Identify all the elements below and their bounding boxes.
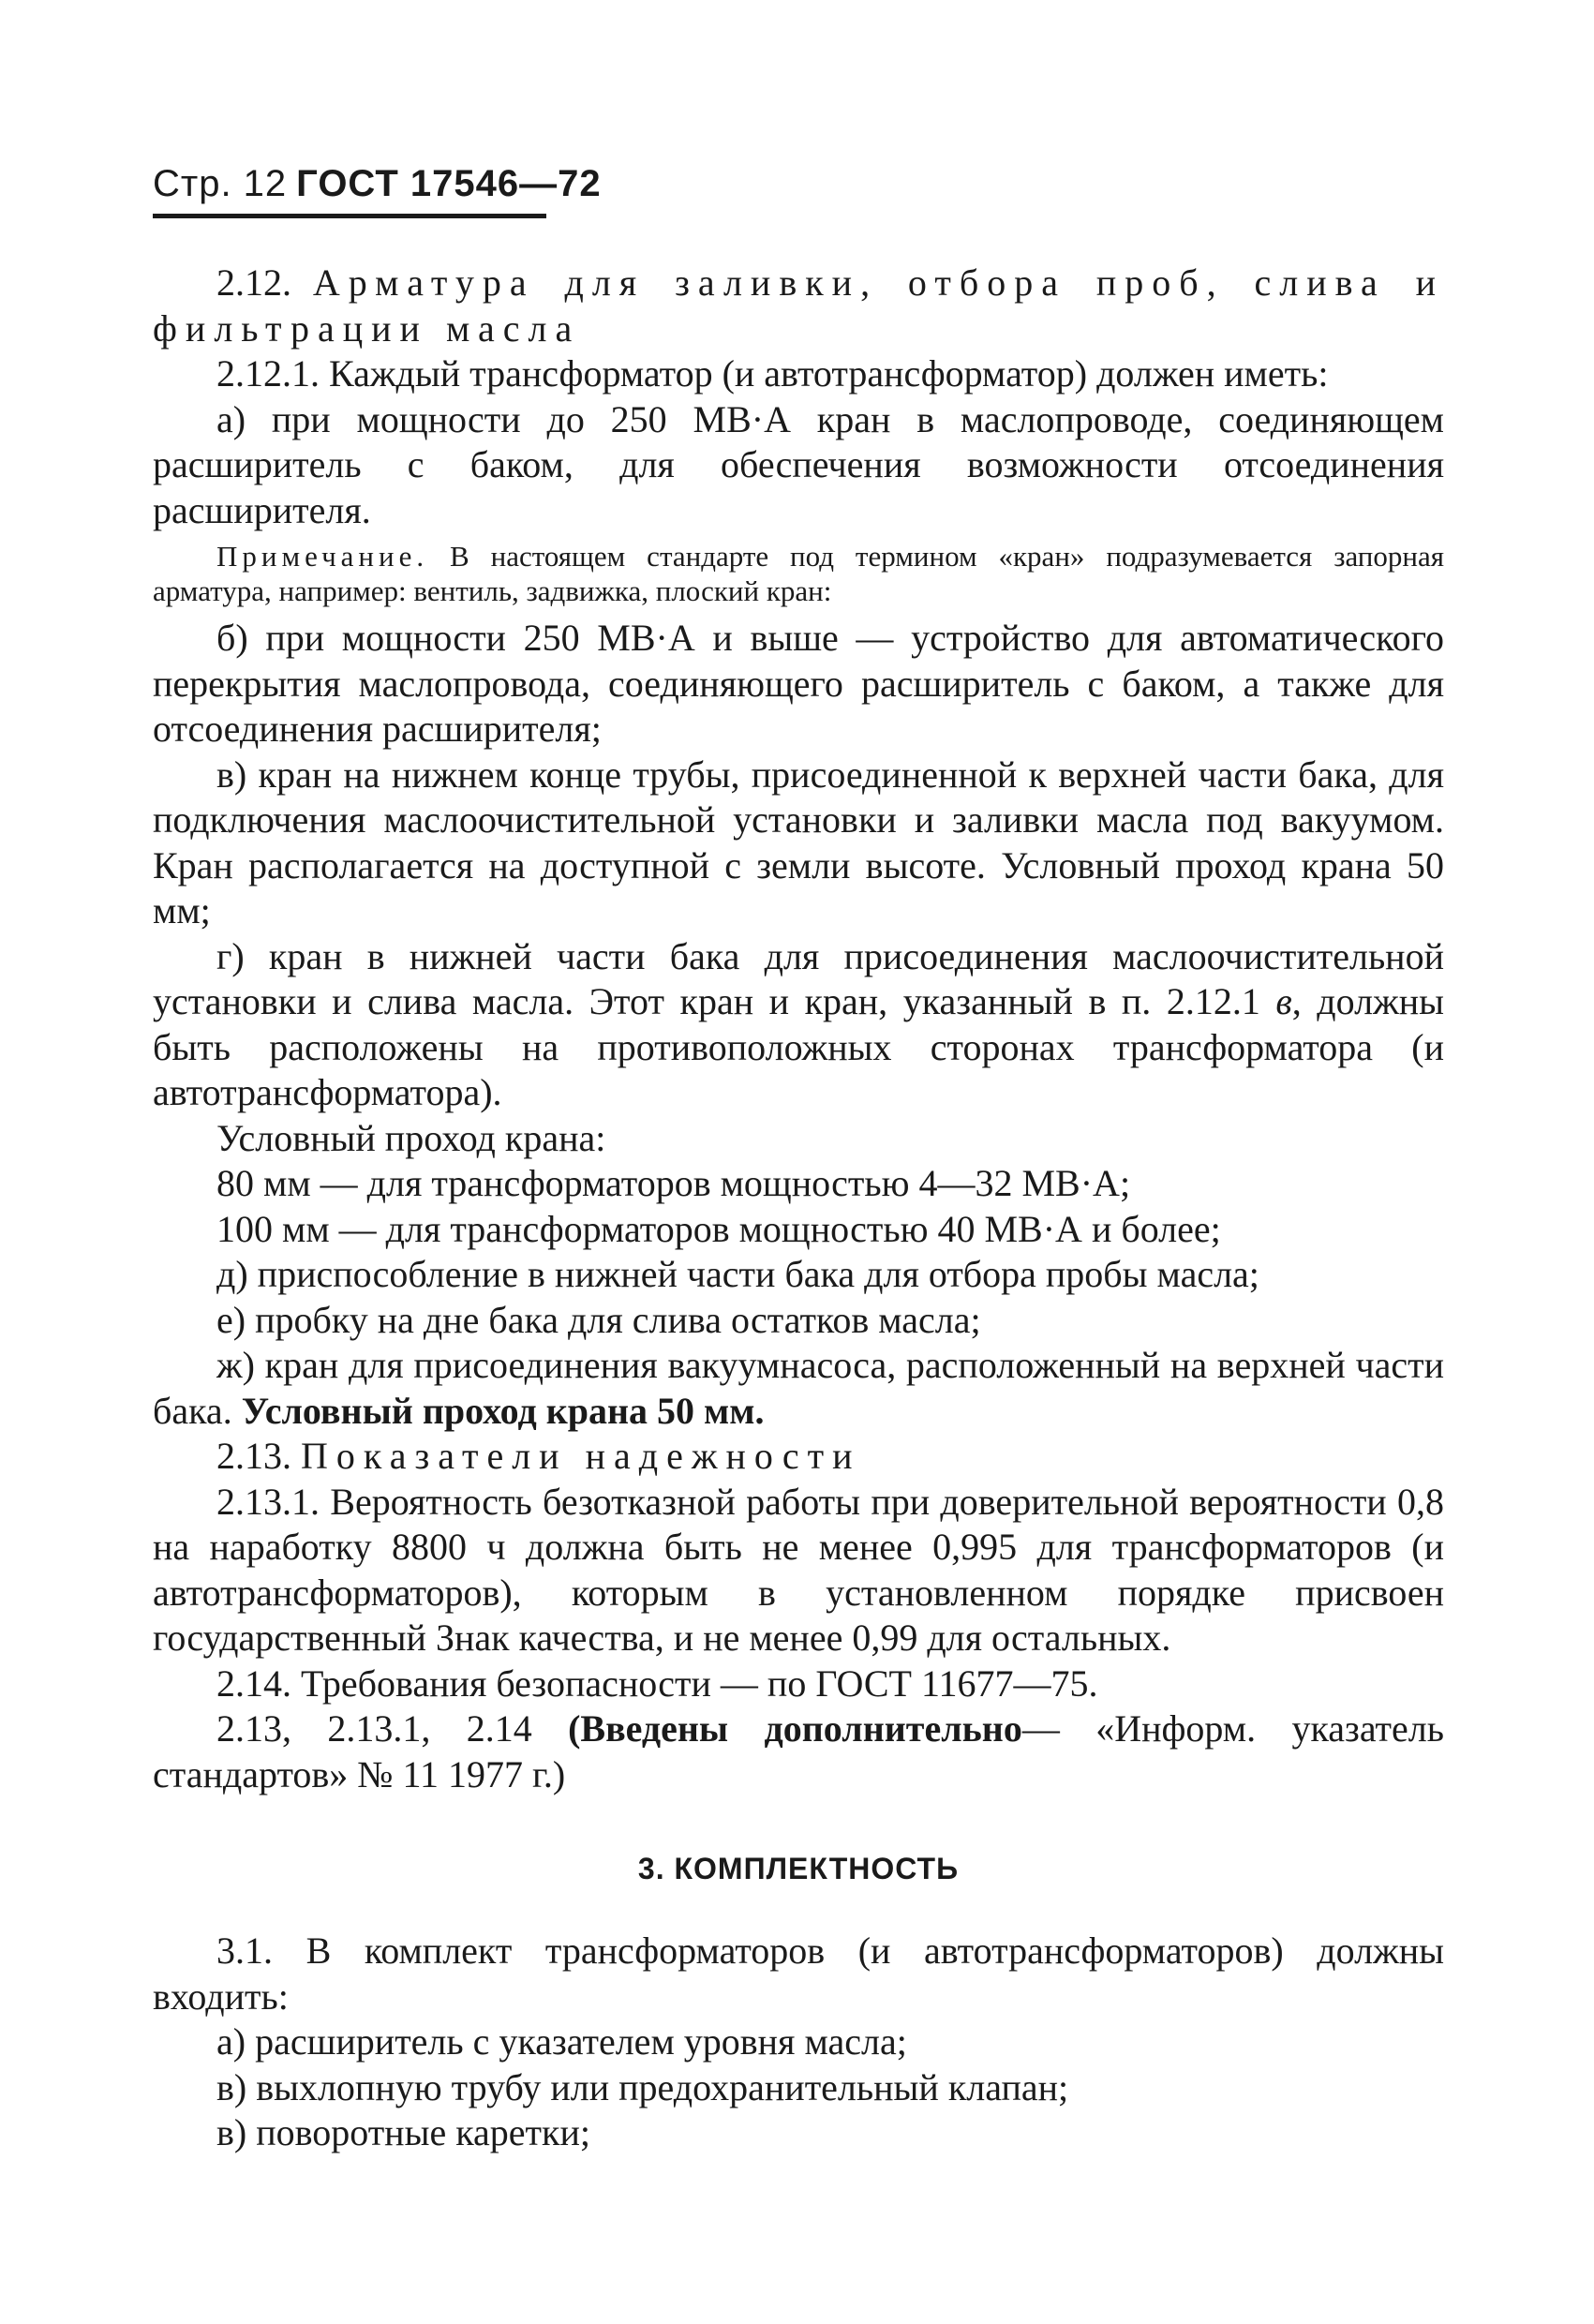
item-g xyxy=(153,934,1444,1116)
amendment-clauses: 2.13, 2.13.1, 2.14 xyxy=(216,1707,532,1750)
note xyxy=(153,539,1444,608)
item-e: е) пробку на дне бака для слива остатков масла; xyxy=(216,1298,981,1341)
note-label: Примечание. xyxy=(216,540,429,573)
conditional-pass: Условный проход крана: xyxy=(216,1116,606,1159)
note-text: В настоящем стандарте под термином «кран» подразумевается запорная арматура, например: вентиль, задвижка, плоский кран: xyxy=(153,540,1444,607)
item-g-reference: в xyxy=(1275,980,1292,1022)
conditional-pass-100: 100 мм — для трансформаторов мощностью 40 МВ·А и более; xyxy=(216,1207,1221,1250)
kit-item-b: в) выхлопную трубу или предохранительный клапан; xyxy=(216,2065,1069,2108)
page-number: Стр. 12 xyxy=(153,163,288,204)
clause-number: 2.13. xyxy=(216,1435,291,1477)
item-v: в) кран на нижнем конце трубы, присоединенной к верхней части бака, для подключения маслоочистительной установки и заливки масла под вакуумом. Кран располагается на доступной с земли высоте. Условный проход крана 50 мм; xyxy=(153,752,1444,931)
clause-2-14: 2.14. Требования безопасности — по ГОСТ 11677—75. xyxy=(216,1661,1098,1705)
clause-3-1: 3.1. В комплект трансформаторов (и автотрансформаторов) должны входить: xyxy=(153,1929,1444,2018)
item-zh-text: ж) кран для присоединения вакуумнасоса, расположенный на верхней части бака. xyxy=(153,1344,1444,1432)
page-header xyxy=(153,161,602,205)
clause-title: Показатели надежности xyxy=(301,1435,861,1477)
clause-2-13-1: 2.13.1. Вероятность безотказной работы при доверительной вероятности 0,8 на наработку 8800 ч должна быть не менее 0,995 для трансформаторов (и автотрансформаторов), которым в установленном порядке присвоен государственный Знак качества, и не менее 0,99 для остальных. xyxy=(153,1480,1444,1659)
clause-2-12-1: 2.12.1. Каждый трансформатор (и автотрансформатор) должен иметь: xyxy=(216,352,1329,395)
header-rule xyxy=(153,214,546,218)
kit-item-v: в) поворотные каретки; xyxy=(216,2111,590,2153)
clause-number: 2.12. xyxy=(216,261,291,304)
standard-number: ГОСТ 17546—72 xyxy=(296,163,602,204)
item-a: а) при мощности до 250 МВ·А кран в маслопроводе, соединяющем расширитель с баком, для обеспечения возможности отсоединения расширителя. xyxy=(153,397,1444,531)
kit-item-a: а) расширитель с указателем уровня масла; xyxy=(216,2020,907,2063)
item-g-text: г) кран в нижней части бака для присоединения маслоочистительной установки и слива масла. Этот кран и кран, указанный в п. 2.12.1 xyxy=(153,934,1444,1022)
amendment-bold: (Введены дополнительно xyxy=(568,1707,1022,1750)
conditional-pass-80: 80 мм — для трансформаторов мощностью 4—32 МВ·А; xyxy=(216,1162,1131,1204)
item-b: б) при мощности 250 МВ·А и выше — устройство для автоматического перекрытия маслопровода, соединяющего расширитель с баком, а также для отсоединения расширителя; xyxy=(153,617,1444,750)
item-zh xyxy=(153,1343,1444,1434)
document-body xyxy=(153,261,1444,2156)
clause-title: Арматура для заливки, отбора проб, слива и фильтрации масла xyxy=(153,261,1444,350)
clause-2-13-heading xyxy=(153,1434,1444,1480)
item-zh-bold: Условный проход крана 50 мм. xyxy=(241,1389,765,1432)
amendment-source: — «Информ. указатель стандартов» № 11 1977 г.) xyxy=(153,1707,1444,1795)
section-3-title: 3. КОМПЛЕКТНОСТЬ xyxy=(637,1852,960,1885)
item-d: д) приспособление в нижней части бака для отбора пробы масла; xyxy=(216,1253,1259,1295)
amendment-note xyxy=(153,1706,1444,1797)
clause-2-12-heading xyxy=(153,261,1444,351)
item-g-text-end: , должны быть расположены на противоположных сторонах трансформатора (и автотрансформатора). xyxy=(153,980,1445,1113)
